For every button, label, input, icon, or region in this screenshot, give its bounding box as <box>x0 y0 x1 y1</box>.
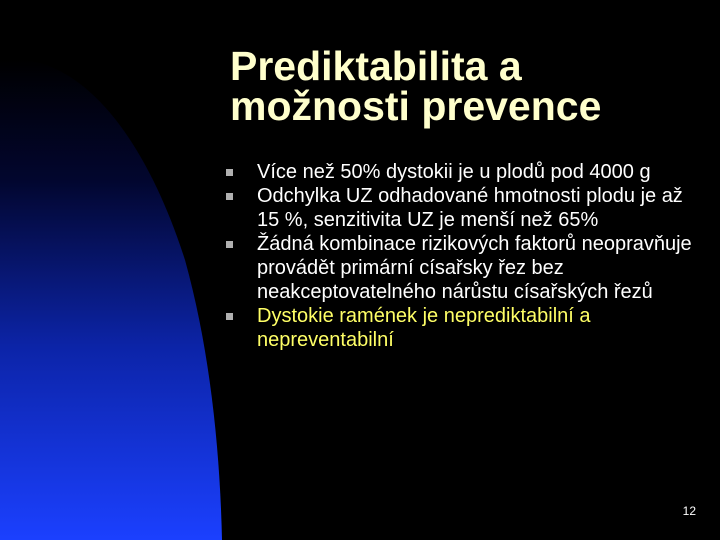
square-bullet-icon <box>226 193 233 200</box>
bullet-item <box>226 160 696 184</box>
bullet-item <box>226 184 696 232</box>
bullet-item <box>226 232 696 304</box>
title-line-1: Prediktabilita a <box>230 43 522 89</box>
square-bullet-icon <box>226 313 233 320</box>
bullet-text: Dystokie ramének je neprediktabilní a nepreventabilní <box>257 305 591 351</box>
page-number: 12 <box>682 504 696 518</box>
bullet-text: Více než 50% dystokii je u plodů pod 4000 g <box>257 161 651 183</box>
slide-title <box>230 43 700 129</box>
bullet-item <box>226 304 696 352</box>
title-line-2: možnosti prevence <box>230 83 602 129</box>
bullet-list <box>226 160 696 352</box>
bullet-text: Odchylka UZ odhadované hmotnosti plodu je až 15 %, senzitivita UZ je menší než 65% <box>257 185 683 231</box>
square-bullet-icon <box>226 169 233 176</box>
square-bullet-icon <box>226 241 233 248</box>
bullet-text: Žádná kombinace rizikových faktorů neopravňuje provádět primární císařsky řez bez neakceptovatelného nárůstu císařských řezů <box>257 233 692 303</box>
